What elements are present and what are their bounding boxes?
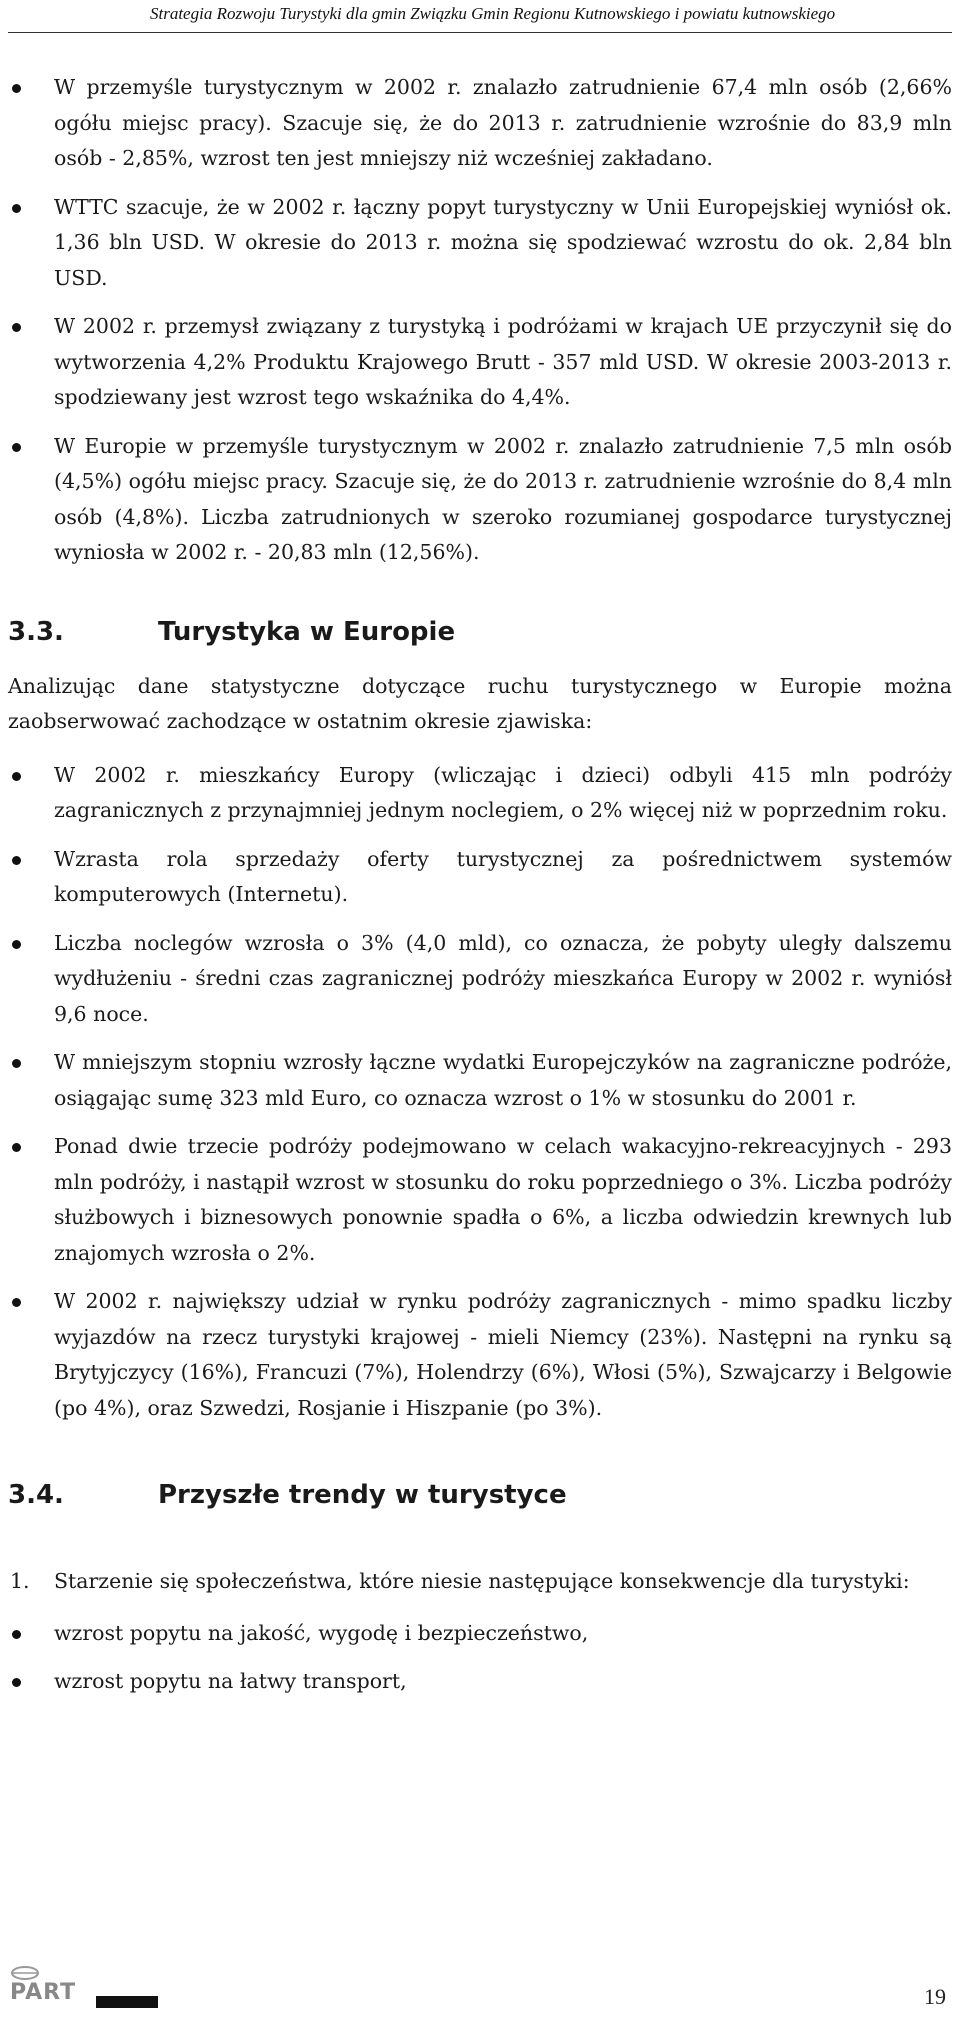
footer-bar <box>96 1996 158 2008</box>
section-number: 3.4. <box>8 1480 64 1510</box>
item-number: 1. <box>10 1569 30 1593</box>
list-item <box>8 1284 952 1426</box>
bullet-icon <box>12 443 21 452</box>
list-item <box>8 758 952 829</box>
list-item <box>8 1616 952 1652</box>
section-heading-3-4 <box>8 1478 952 1512</box>
list-item-text: wzrost popytu na jakość, wygodę i bezpieczeństwo, <box>54 1620 589 1645</box>
list-item <box>8 926 952 1033</box>
page-number: 19 <box>924 1984 946 2009</box>
list-item <box>8 1129 952 1271</box>
bullet-icon <box>12 856 21 865</box>
bullet-list-top <box>8 70 952 571</box>
list-item-text: W 2002 r. mieszkańcy Europy (wliczając i dzieci) odbyli 415 mln podróży zagranicznych z przynajmniej jednym noclegiem, o 2% więcej niż w poprzednim roku. <box>54 762 952 822</box>
section-title: Turystyka w Europie <box>158 616 456 647</box>
list-item-text: Wzrasta rola sprzedaży oferty turystycznej za pośrednictwem systemów komputerowych (Internetu). <box>54 846 952 906</box>
list-item-text: W Europie w przemyśle turystycznym w 2002 r. znalazło zatrudnienie 7,5 mln osób (4,5%) ogółu miejsc pracy. Szacuje się, że do 2013 r. zatrudnienie wzrośnie do 8,4 mln osób (4,8%). Liczba zatrudnionych w szeroko rozumianej gospodarce turystycznej wyniosła w 2002 r. - 20,83 mln (12,56%). <box>54 433 952 564</box>
list-item-text: W 2002 r. największy udział w rynku podróży zagranicznych - mimo spadku liczby wyjazdów na rzecz turystyki krajowej - mieli Niemcy (23%). Następni na rynku są Brytyjczycy (16%), Francuzi (7%), Holendrzy (6%), Włosi (5%), Szwajcarzy i Belgowie (po 4%), oraz Szwedzi, Rosjanie i Hiszpanie (po 3%). <box>54 1289 952 1420</box>
header-rule <box>8 32 952 33</box>
bullet-icon <box>12 1298 21 1307</box>
bullet-icon <box>12 323 21 332</box>
bullet-icon <box>12 772 21 781</box>
list-item-text: W przemyśle turystycznym w 2002 r. znalazło zatrudnienie 67,4 mln osób (2,66% ogółu miejsc pracy). Szacuje się, że do 2013 r. zatrudnienie wzrośnie do 83,9 mln osób - 2,85%, wzrost ten jest mniejszy niż wcześniej zakładano. <box>54 75 952 170</box>
section-intro: Analizując dane statystyczne dotyczące ruchu turystycznego w Europie można zaobserwować zachodzące w ostatnim okresie zjawiska: <box>8 673 952 733</box>
section-heading-3-3 <box>8 615 952 649</box>
list-item-text: Ponad dwie trzecie podróży podejmowano w celach wakacyjno-rekreacyjnych - 293 mln podróży, i nastąpił wzrost w stosunku do roku poprzedniego o 3%. Liczba podróży służbowych i biznesowych ponownie spadła o 6%, a liczba odwiedzin krewnych lub znajomych wzrosła o 2%. <box>54 1134 952 1265</box>
running-header: Strategia Rozwoju Turystyki dla gmin Związku Gmin Regionu Kutnowskiego i powiatu kutnowskiego <box>150 4 836 23</box>
bullet-icon <box>12 204 21 213</box>
bullet-list-europe <box>8 758 952 1427</box>
bullet-list-trends <box>8 1616 952 1700</box>
list-item-text: W 2002 r. przemysł związany z turystyką i podróżami w krajach UE przyczynił się do wytworzenia 4,2% Produktu Krajowego Brutt - 357 mld USD. W okresie 2003-2013 r. spodziewany jest wzrost tego wskaźnika do 4,4%. <box>54 314 952 409</box>
list-item-text: WTTC szacuje, że w 2002 r. łączny popyt turystyczny w Unii Europejskiej wyniósł ok. 1,36 bln USD. W okresie do 2013 r. można się spodziewać wzrostu do ok. 2,84 bln USD. <box>54 194 952 290</box>
numbered-item <box>8 1564 952 1600</box>
bullet-icon <box>12 1059 21 1068</box>
list-item <box>8 1045 952 1116</box>
bullet-icon <box>12 1678 21 1687</box>
logo-mark-icon <box>10 1966 40 1980</box>
bullet-icon <box>12 940 21 949</box>
list-item <box>8 842 952 913</box>
bullet-icon <box>12 1630 21 1639</box>
list-item-text: W mniejszym stopniu wzrosły łączne wydatki Europejczyków na zagraniczne podróże, osiągając sumę 323 mld Euro, co oznacza wzrost o 1% w stosunku do 2001 r. <box>54 1050 952 1110</box>
list-item <box>8 1664 952 1700</box>
list-item-text: Liczba noclegów wzrosła o 3% (4,0 mld), co oznacza, że pobyty uległy dalszemu wydłużeniu - średni czas zagranicznej podróży mieszkańca Europy w 2002 r. wyniósł 9,6 noce. <box>54 930 952 1026</box>
list-item-text: wzrost popytu na łatwy transport, <box>54 1669 407 1693</box>
list-item <box>8 429 952 571</box>
list-item <box>8 309 952 416</box>
logo-text: PART <box>10 1980 77 2005</box>
section-title: Przyszłe trendy w turystyce <box>158 1480 567 1510</box>
bullet-icon <box>12 1143 21 1152</box>
numbered-item-text: Starzenie się społeczeństwa, które niesie następujące konsekwencje dla turystyki: <box>54 1569 910 1593</box>
bullet-icon <box>12 84 21 93</box>
section-number: 3.3. <box>8 616 64 647</box>
page-content <box>8 70 952 1713</box>
list-item <box>8 190 952 297</box>
list-item <box>8 70 952 177</box>
